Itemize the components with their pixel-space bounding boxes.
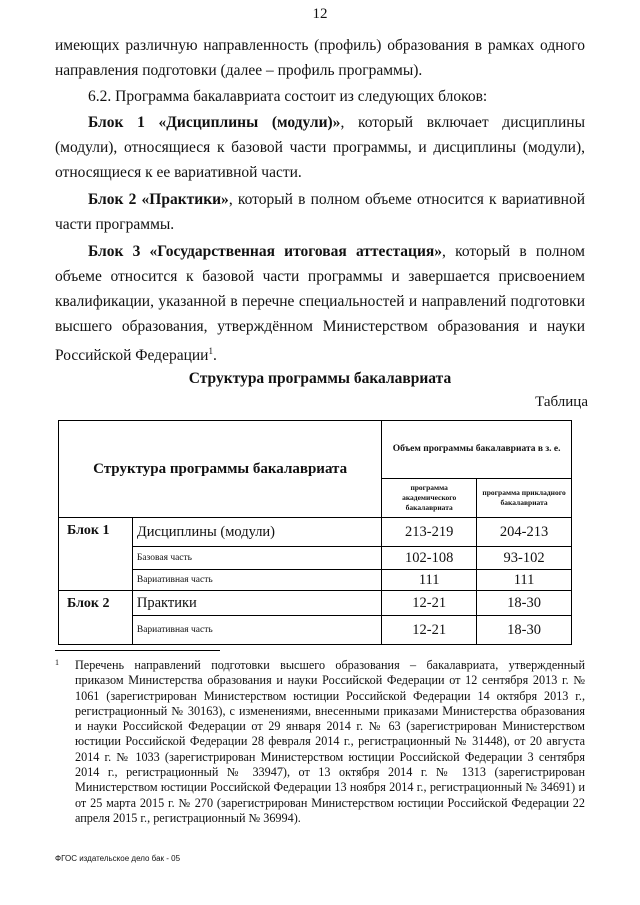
footnote-text: Перечень направлений подготовки высшего образования – бакалавриата, утвержденный приказом Министерства образования и науки Российской Федерации от 12 сентября 2013 г. № 1061 (зарегистрирован Министерством юстиции Российской Федерации 14 октября 2013 г., регистрационный № 30163), с изменениями, внесенными приказами Министерства образования и науки Российской Федерации от 29 января 2014 г. № 63 (зарегистрирован Министерством юстиции Российской Федерации 28 февраля 2014 г., регистрационный № 31448), от 20 августа 2014 г. № 1033 (зарегистрирован Министерством юстиции Российской Федерации 3 сентября 2014 г., регистрационный № 33947), от 13 октября 2014 г. № 1313 (зарегистрирован Министерством юстиции Российской Федерации 13 ноября 2014 г., регистрационный № 34691) и от 25 марта 2015 г. № 270 (зарегистрирован Министерством юстиции Российской Федерации 22 апреля 2015 г., регистрационный № 36994). xyxy=(75,658,585,825)
block-cell: Блок 2 xyxy=(59,591,133,645)
paragraph-6-2: 6.2. Программа бакалавриата состоит из следующих блоков: xyxy=(88,88,488,105)
table-row xyxy=(59,547,572,570)
footnote-reference: 1 xyxy=(208,346,213,356)
paragraph-block-1 xyxy=(55,110,585,185)
row-academic: 12-21 xyxy=(382,591,477,616)
block-1-title: Блок 1 «Дисциплины (модули)» xyxy=(88,114,341,131)
row-name: Вариативная часть xyxy=(132,570,381,591)
table-label: Таблица xyxy=(535,394,588,410)
footnote-mark: 1 xyxy=(55,658,59,667)
block-2-title: Блок 2 «Практики» xyxy=(88,191,229,208)
block-cell: Блок 1 xyxy=(59,518,133,591)
footnote xyxy=(55,658,585,826)
paragraph-block-2 xyxy=(55,187,585,237)
row-academic: 12-21 xyxy=(382,616,477,645)
row-applied: 204-213 xyxy=(477,518,572,547)
row-applied: 18-30 xyxy=(477,616,572,645)
block-3-end: . xyxy=(212,347,217,365)
table-row xyxy=(59,591,572,616)
row-name: Дисциплины (модули) xyxy=(132,518,381,547)
header-volume: Объем программы бакалавриата в з. е. xyxy=(382,421,572,479)
row-applied: 111 xyxy=(477,570,572,591)
row-name: Базовая часть xyxy=(132,547,381,570)
paragraph-profile: имеющих различную направленность (профиль) образования в рамках одного направления подготовки (далее – профиль программы). xyxy=(55,37,585,79)
row-academic: 213-219 xyxy=(382,518,477,547)
paragraph-block-3 xyxy=(55,239,585,368)
row-applied: 93-102 xyxy=(477,547,572,570)
header-academic: программа академического бакалавриата xyxy=(382,478,477,517)
table-row xyxy=(59,570,572,591)
table-row xyxy=(59,616,572,645)
block-3-title: Блок 3 «Государственная итоговая аттестация» xyxy=(88,243,443,260)
table-title: Структура программы бакалавриата xyxy=(188,370,452,387)
page-number: 12 xyxy=(312,6,328,22)
header-applied: программа прикладного бакалавриата xyxy=(477,478,572,517)
footnote-divider xyxy=(55,650,220,651)
row-name: Практики xyxy=(132,591,381,616)
row-academic: 102-108 xyxy=(382,547,477,570)
row-applied: 18-30 xyxy=(477,591,572,616)
block-2-text: , который в полном объеме относится к вариативной части программы. xyxy=(55,191,586,233)
table-row xyxy=(59,518,572,547)
block-3-text: , который в полном объеме относится к базовой части программы и завершается присвоением квалификации, указанной в перечне специальностей и направлений подготовки высшего образования, утверждённом Министерством образования и науки Российской Федерации xyxy=(55,243,585,365)
row-academic: 111 xyxy=(382,570,477,591)
block-1-text: , который включает дисциплины (модули), относящиеся к базовой части программы, и дисциплины (модули), относящиеся к ее вариативной части. xyxy=(55,114,585,181)
row-name: Вариативная часть xyxy=(132,616,381,645)
header-structure: Структура программы бакалавриата xyxy=(59,421,382,518)
program-structure-table xyxy=(58,420,572,645)
document-stamp: ФГОС издательское дело бак - 05 xyxy=(55,854,181,863)
